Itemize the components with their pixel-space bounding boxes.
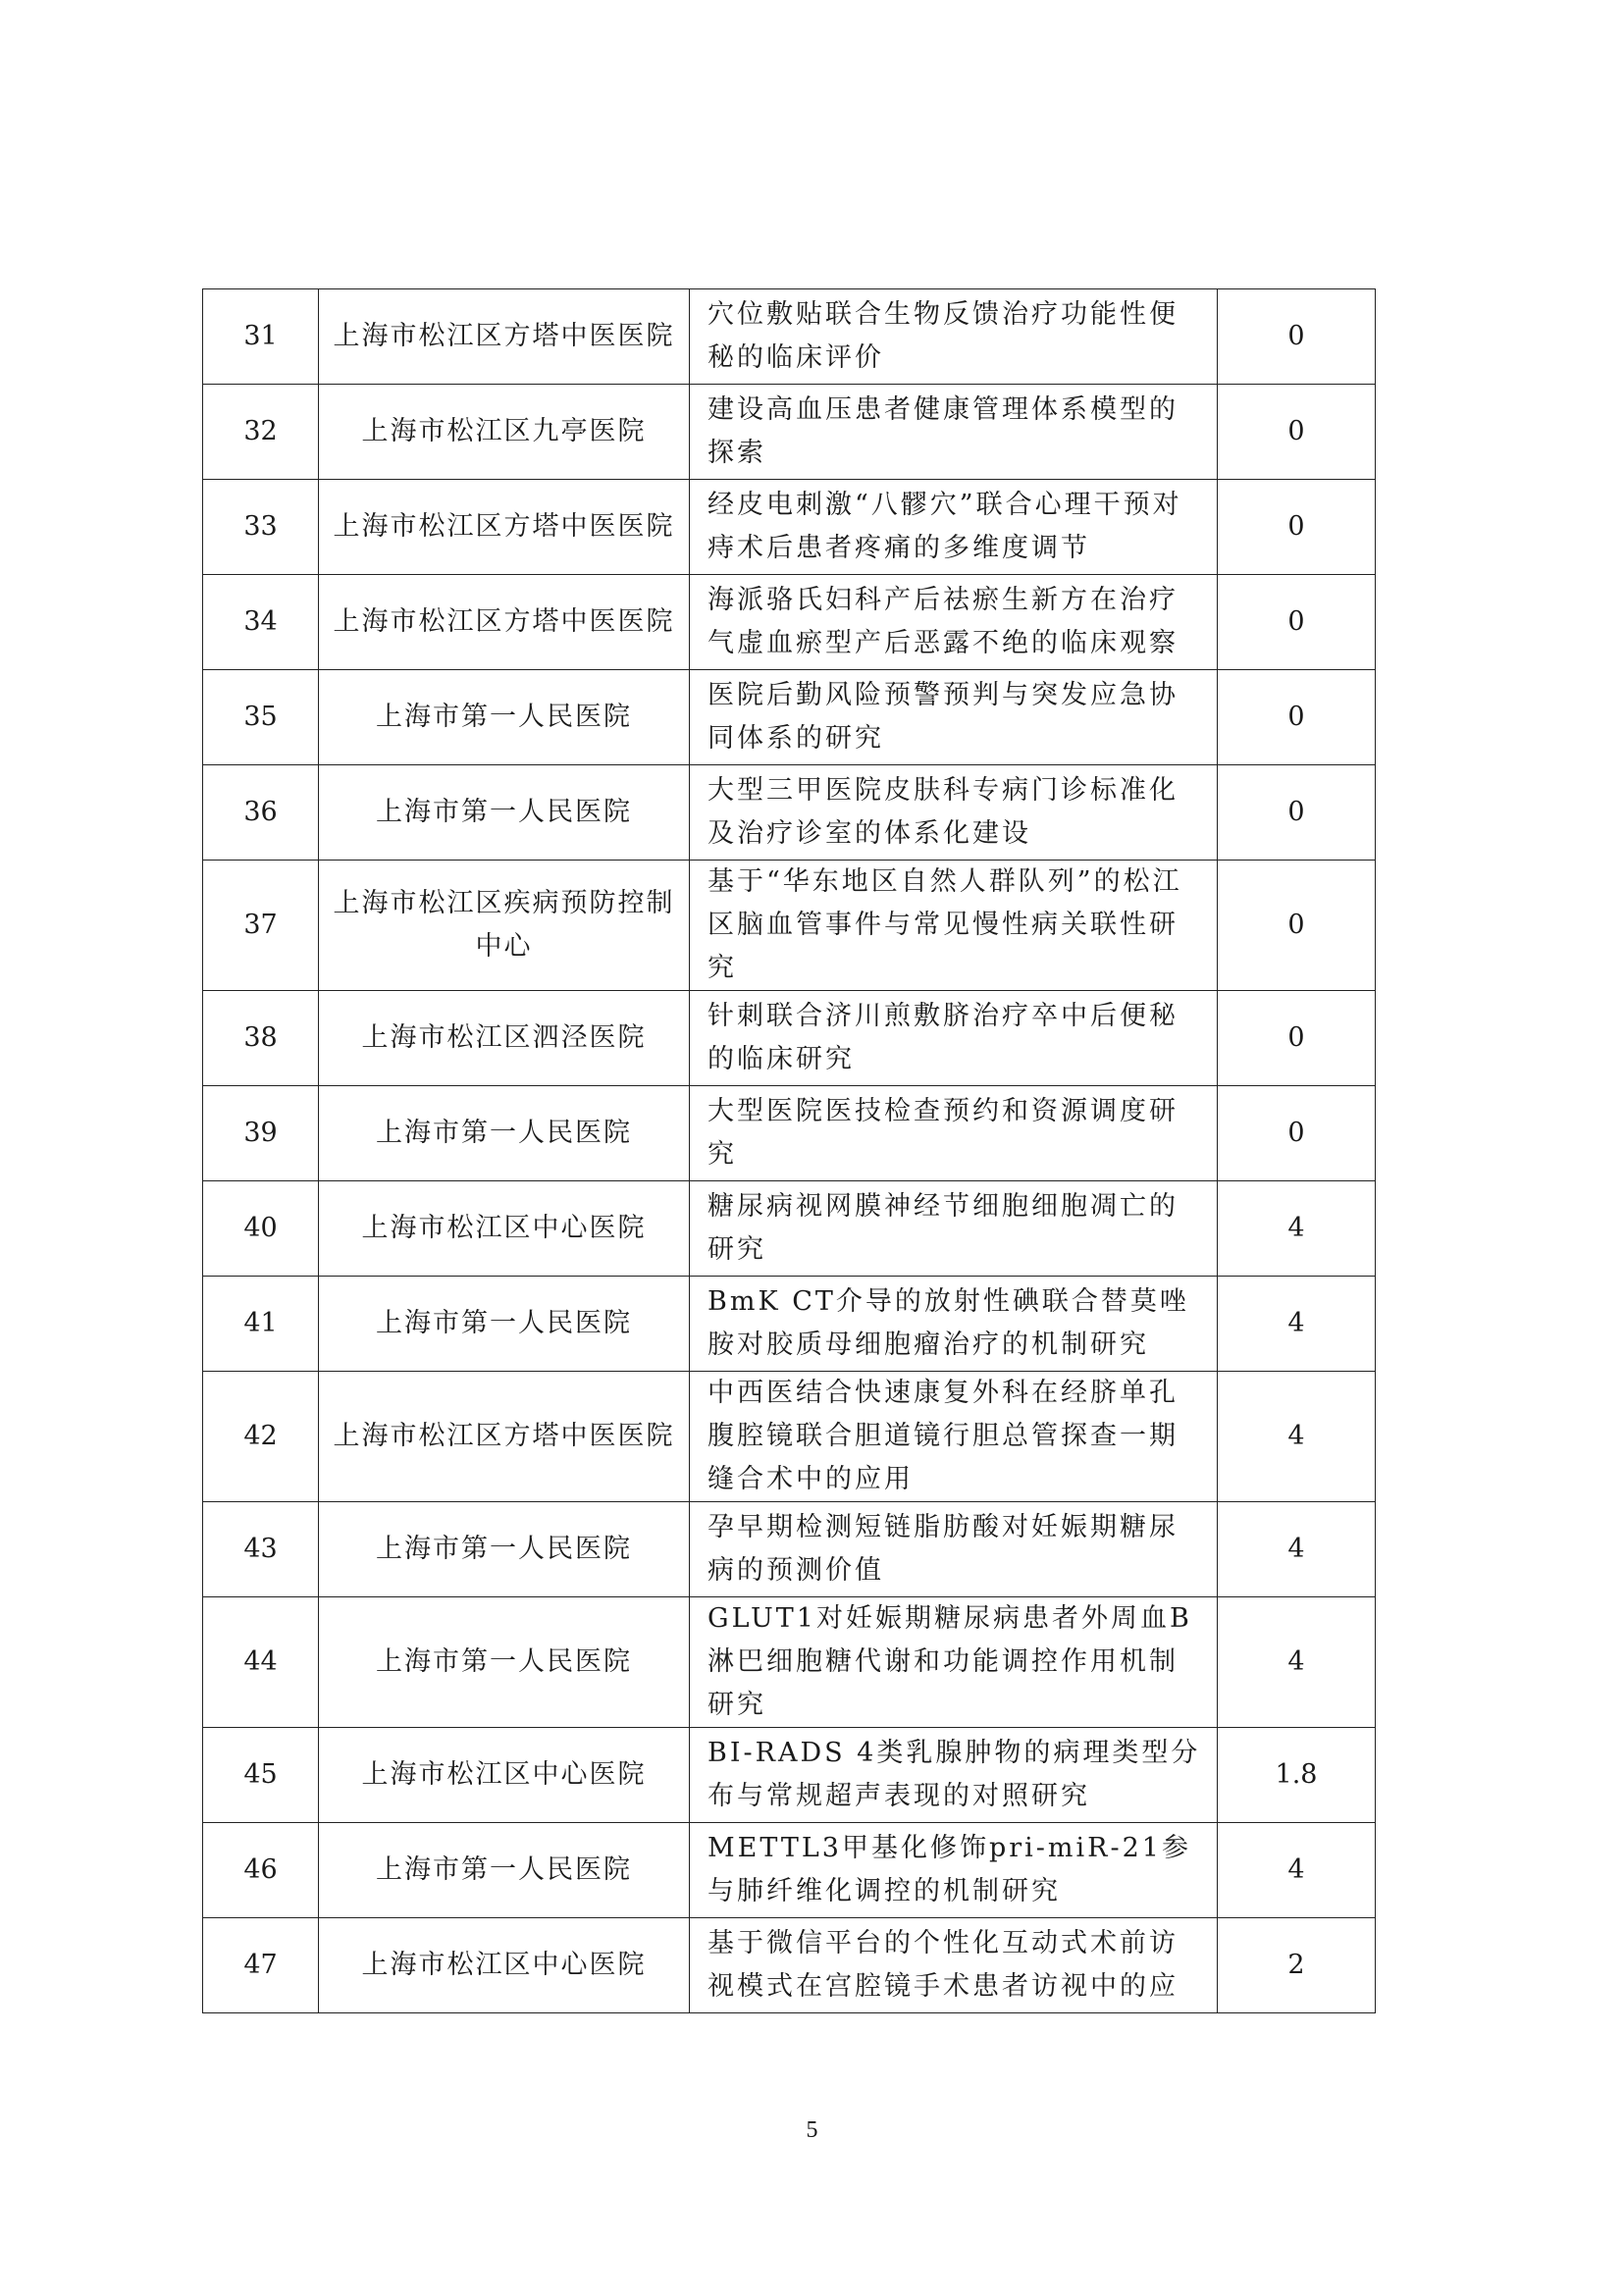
- row-unit: 上海市第一人民医院: [319, 1086, 690, 1181]
- row-project-title: BmK CT介导的放射性碘联合替莫唑胺对胶质母细胞瘤治疗的机制研究: [690, 1277, 1218, 1372]
- row-unit: 上海市第一人民医院: [319, 1502, 690, 1597]
- table-row: [203, 991, 1376, 1086]
- row-unit: 上海市松江区中心医院: [319, 1728, 690, 1823]
- row-amount: 4: [1218, 1181, 1376, 1277]
- row-project-title: 海派骆氏妇科产后祛瘀生新方在治疗气虚血瘀型产后恶露不绝的临床观察: [690, 575, 1218, 670]
- row-number: 44: [203, 1597, 319, 1728]
- table-row: [203, 1502, 1376, 1597]
- row-project-title: 建设高血压患者健康管理体系模型的探索: [690, 385, 1218, 480]
- row-project-title: 大型医院医技检查预约和资源调度研究: [690, 1086, 1218, 1181]
- row-amount: 2: [1218, 1918, 1376, 2013]
- row-unit: 上海市松江区方塔中医医院: [319, 480, 690, 575]
- table-row: [203, 1086, 1376, 1181]
- row-number: 31: [203, 289, 319, 385]
- row-amount: 0: [1218, 991, 1376, 1086]
- row-number: 36: [203, 765, 319, 861]
- table-row: [203, 575, 1376, 670]
- row-amount: 4: [1218, 1372, 1376, 1502]
- row-unit: 上海市第一人民医院: [319, 670, 690, 765]
- row-project-title: 穴位敷贴联合生物反馈治疗功能性便秘的临床评价: [690, 289, 1218, 385]
- row-amount: 0: [1218, 670, 1376, 765]
- row-amount: 0: [1218, 1086, 1376, 1181]
- row-amount: 0: [1218, 765, 1376, 861]
- table-row: [203, 1918, 1376, 2013]
- row-number: 32: [203, 385, 319, 480]
- row-unit: 上海市松江区方塔中医医院: [319, 289, 690, 385]
- table-row: [203, 480, 1376, 575]
- row-amount: 1.8: [1218, 1728, 1376, 1823]
- row-amount: 0: [1218, 385, 1376, 480]
- table-row: [203, 670, 1376, 765]
- row-amount: 0: [1218, 575, 1376, 670]
- row-unit: 上海市第一人民医院: [319, 765, 690, 861]
- row-number: 37: [203, 861, 319, 991]
- row-project-title: 医院后勤风险预警预判与突发应急协同体系的研究: [690, 670, 1218, 765]
- row-number: 46: [203, 1823, 319, 1918]
- row-unit: 上海市第一人民医院: [319, 1823, 690, 1918]
- row-amount: 4: [1218, 1277, 1376, 1372]
- row-unit: 上海市松江区中心医院: [319, 1918, 690, 2013]
- row-unit: 上海市松江区方塔中医医院: [319, 575, 690, 670]
- row-project-title: 糖尿病视网膜神经节细胞细胞凋亡的研究: [690, 1181, 1218, 1277]
- row-project-title: 基于微信平台的个性化互动式术前访视模式在宫腔镜手术患者访视中的应: [690, 1918, 1218, 2013]
- table-row: [203, 1372, 1376, 1502]
- row-unit: 上海市松江区中心医院: [319, 1181, 690, 1277]
- row-number: 41: [203, 1277, 319, 1372]
- row-project-title: BI-RADS 4类乳腺肿物的病理类型分布与常规超声表现的对照研究: [690, 1728, 1218, 1823]
- row-project-title: 针刺联合济川煎敷脐治疗卒中后便秘的临床研究: [690, 991, 1218, 1086]
- table-row: [203, 385, 1376, 480]
- row-unit: 上海市第一人民医院: [319, 1597, 690, 1728]
- row-number: 38: [203, 991, 319, 1086]
- row-project-title: METTL3甲基化修饰pri-miR-21参与肺纤维化调控的机制研究: [690, 1823, 1218, 1918]
- project-table: [202, 288, 1376, 2013]
- row-amount: 0: [1218, 861, 1376, 991]
- row-number: 34: [203, 575, 319, 670]
- row-number: 40: [203, 1181, 319, 1277]
- row-project-title: 孕早期检测短链脂肪酸对妊娠期糖尿病的预测价值: [690, 1502, 1218, 1597]
- project-table-body: [203, 289, 1376, 2013]
- row-amount: 4: [1218, 1597, 1376, 1728]
- row-amount: 0: [1218, 289, 1376, 385]
- row-number: 33: [203, 480, 319, 575]
- row-project-title: 经皮电刺激“八髎穴”联合心理干预对痔术后患者疼痛的多维度调节: [690, 480, 1218, 575]
- table-row: [203, 1728, 1376, 1823]
- table-row: [203, 1277, 1376, 1372]
- row-project-title: GLUT1对妊娠期糖尿病患者外周血B淋巴细胞糖代谢和功能调控作用机制研究: [690, 1597, 1218, 1728]
- row-project-title: 中西医结合快速康复外科在经脐单孔腹腔镜联合胆道镜行胆总管探查一期缝合术中的应用: [690, 1372, 1218, 1502]
- row-unit: 上海市松江区疾病预防控制中心: [319, 861, 690, 991]
- row-project-title: 大型三甲医院皮肤科专病门诊标准化及治疗诊室的体系化建设: [690, 765, 1218, 861]
- table-row: [203, 289, 1376, 385]
- row-unit: 上海市松江区泗泾医院: [319, 991, 690, 1086]
- row-number: 45: [203, 1728, 319, 1823]
- table-row: [203, 861, 1376, 991]
- row-number: 39: [203, 1086, 319, 1181]
- row-unit: 上海市松江区九亭医院: [319, 385, 690, 480]
- page-number: 5: [806, 2117, 818, 2143]
- table-row: [203, 1823, 1376, 1918]
- row-amount: 4: [1218, 1823, 1376, 1918]
- row-amount: 0: [1218, 480, 1376, 575]
- table-row: [203, 765, 1376, 861]
- row-unit: 上海市松江区方塔中医医院: [319, 1372, 690, 1502]
- row-project-title: 基于“华东地区自然人群队列”的松江区脑血管事件与常见慢性病关联性研究: [690, 861, 1218, 991]
- table-row: [203, 1597, 1376, 1728]
- table-row: [203, 1181, 1376, 1277]
- row-number: 42: [203, 1372, 319, 1502]
- row-number: 35: [203, 670, 319, 765]
- row-amount: 4: [1218, 1502, 1376, 1597]
- row-number: 43: [203, 1502, 319, 1597]
- row-number: 47: [203, 1918, 319, 2013]
- row-unit: 上海市第一人民医院: [319, 1277, 690, 1372]
